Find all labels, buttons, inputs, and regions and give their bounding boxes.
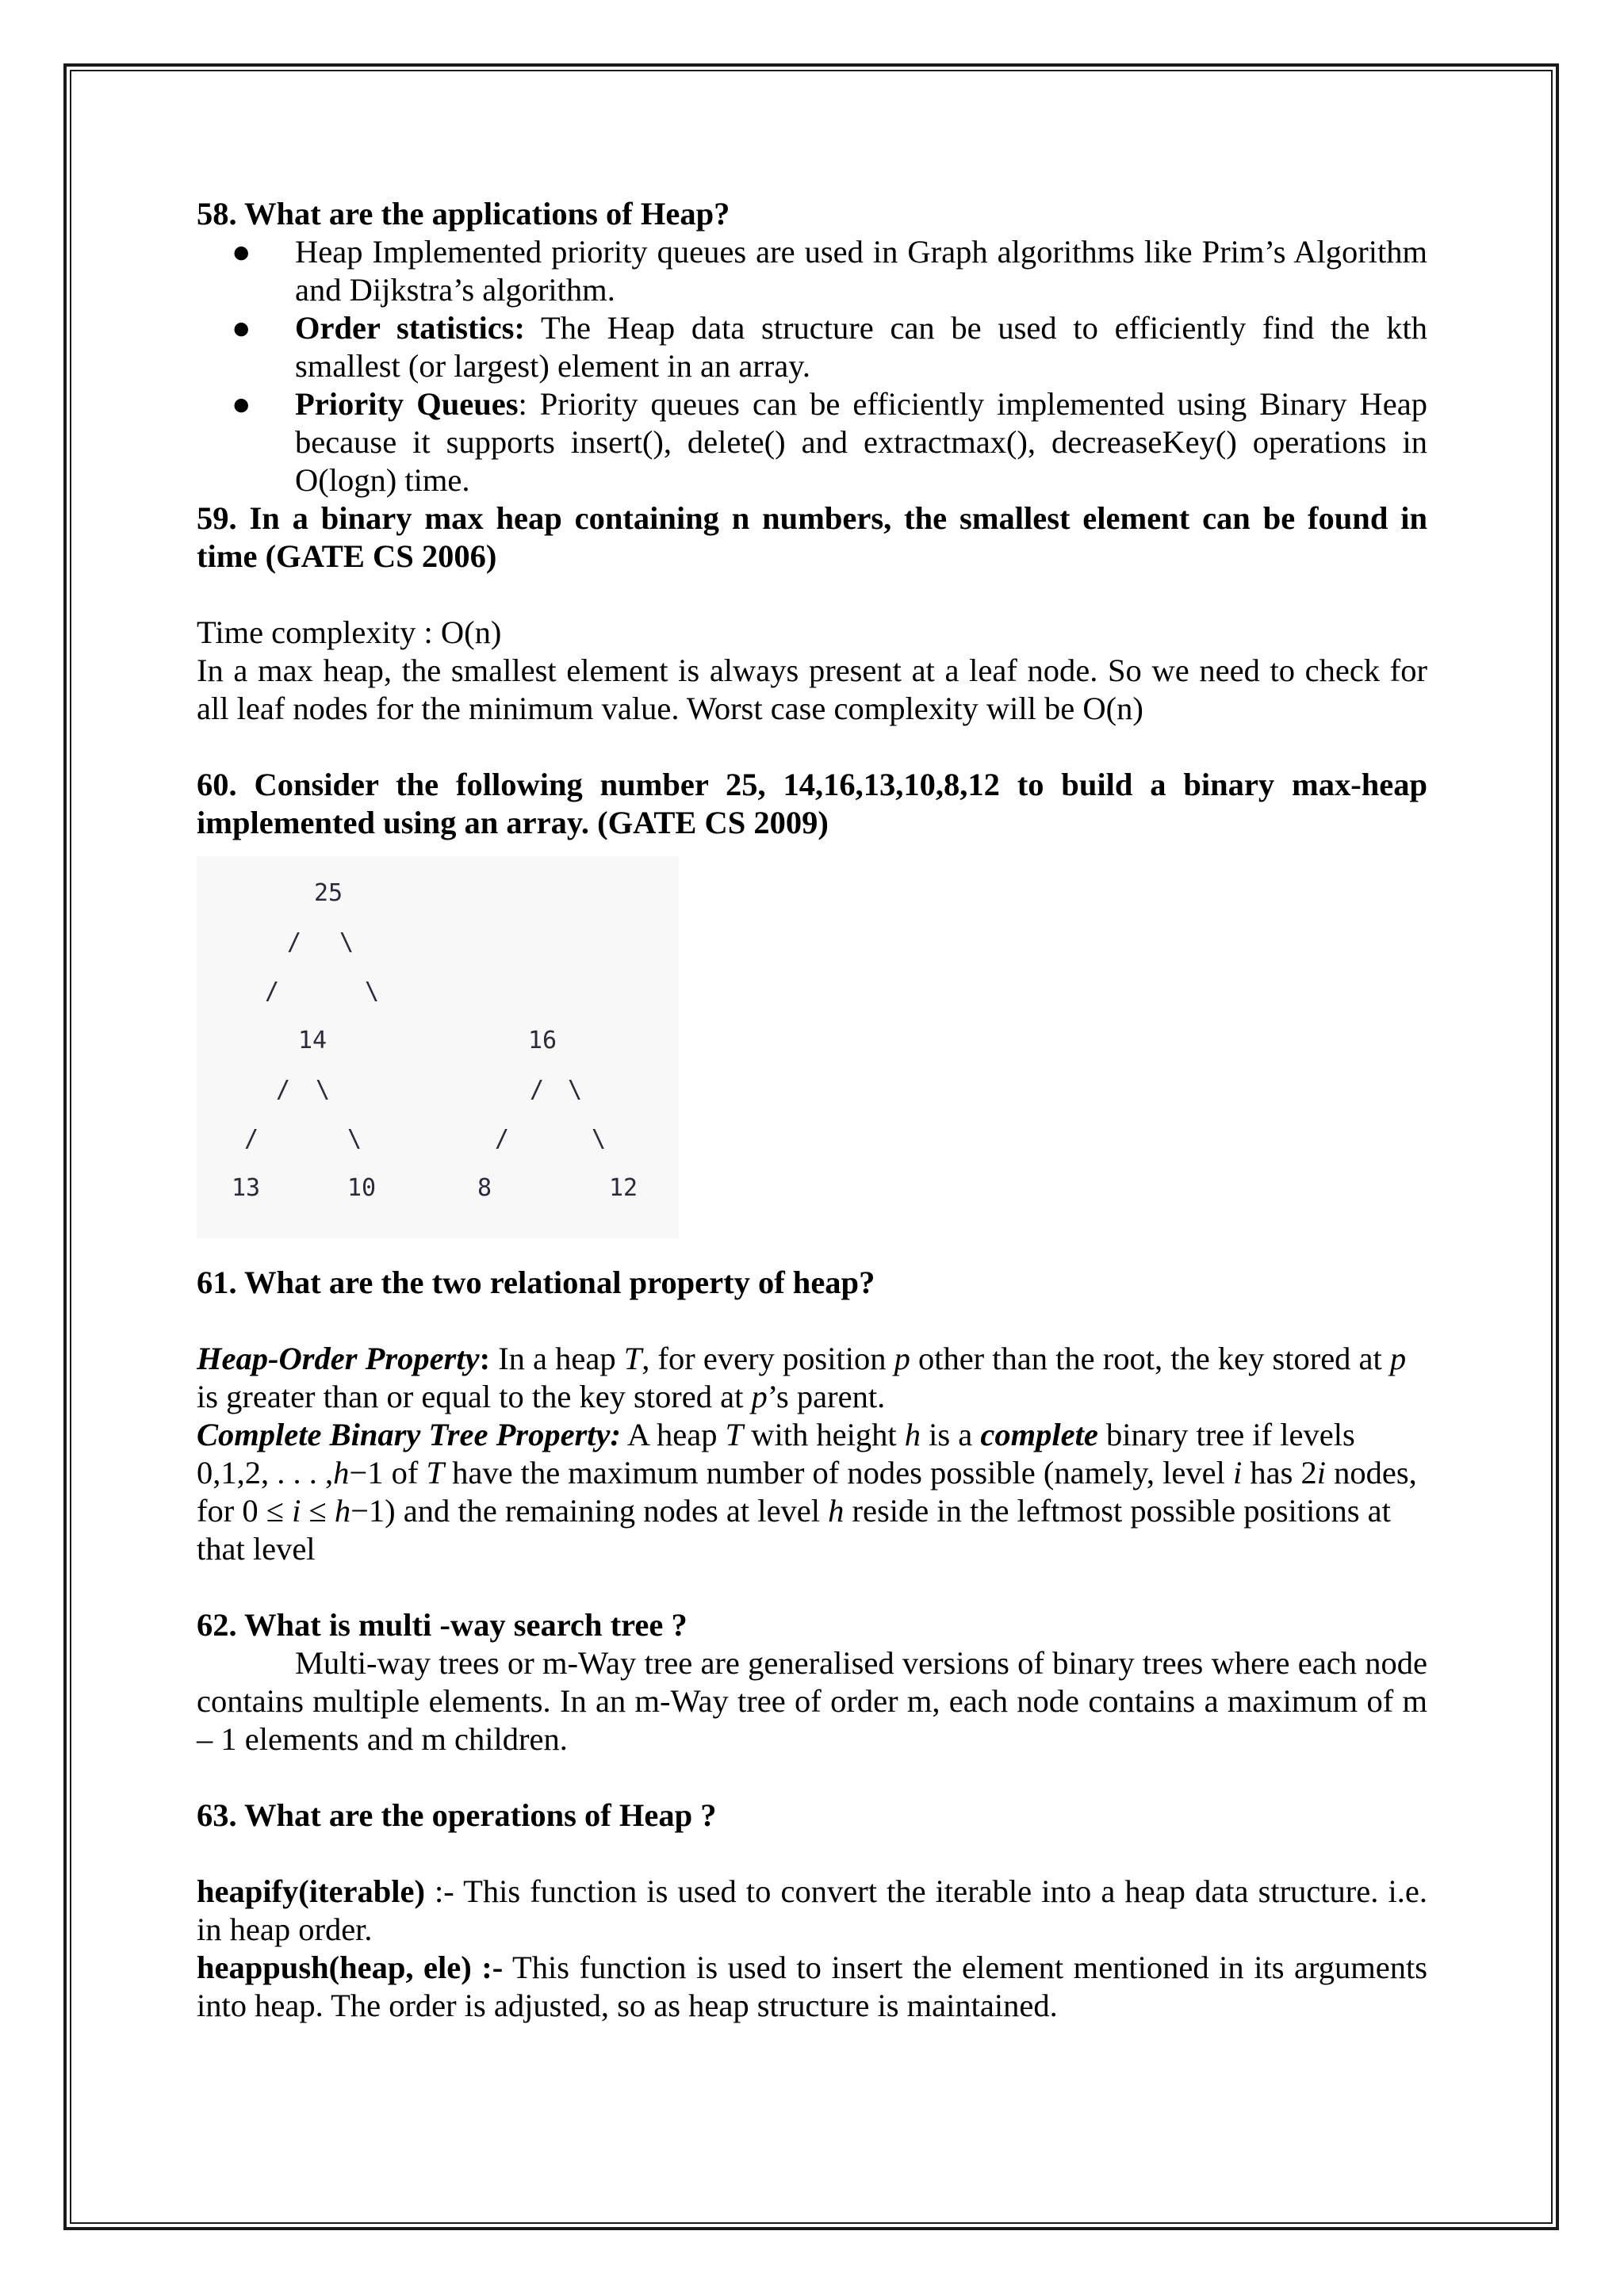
operation-heapify: heapify(iterable) :- This function is used to convert the iterable into a heap data structure. i.e. in heap order. <box>197 1873 1427 1947</box>
tree-edge-left: / <box>244 1125 259 1153</box>
operation-name: heapify(iterable) <box>197 1873 425 1909</box>
tree-node: 16 <box>528 1027 557 1054</box>
bullet-text: Heap Implemented priority queues are used in Graph algorithms like Prim’s Algorithm and Dijkstra’s algorithm. <box>295 234 1427 308</box>
applications-list <box>197 233 1427 499</box>
question-58 <box>197 195 1427 499</box>
tree-edge-left: / <box>265 978 280 1005</box>
max-heap-tree-figure <box>197 856 679 1238</box>
bullet-lead: Order statistics: <box>295 310 525 346</box>
tree-node: 12 <box>609 1174 638 1202</box>
tree-node: 14 <box>298 1027 327 1054</box>
answer-complexity: Time complexity : O(n) <box>197 614 502 650</box>
list-item <box>232 385 1427 499</box>
question-60 <box>197 766 1427 1238</box>
tree-node: 8 <box>477 1174 492 1202</box>
tree-node: 10 <box>347 1174 377 1202</box>
question-62-answer: Multi-way trees or m-Way tree are generalised versions of binary trees where each node contains multiple elements. In an m-Way tree of order m, each node contains a maximum of m – 1 elements and m children. <box>197 1645 1427 1757</box>
tree-node: 13 <box>232 1174 261 1202</box>
question-63 <box>197 1797 1427 2025</box>
tree-edge-left: / <box>287 928 302 956</box>
answer-explanation: In a max heap, the smallest element is always present at a leaf node. So we need to check for all leaf nodes for the minimum value. Worst case complexity will be O(n) <box>197 652 1427 726</box>
tree-edge-right: \ <box>339 928 354 956</box>
bullet-text: The Heap data structure can be used to efficiently find the kth smallest (or largest) element in an array. <box>295 310 1427 384</box>
tree-edge-right: \ <box>316 1076 331 1104</box>
tree-edge-right: \ <box>592 1125 607 1153</box>
list-item <box>232 309 1427 385</box>
bullet-icon: ● <box>232 310 251 346</box>
question-63-title: 63. What are the operations of Heap ? <box>197 1797 717 1833</box>
tree-edge-right: \ <box>365 978 380 1005</box>
bullet-text: : Priority queues can be efficiently implemented using Binary Heap because it supports insert(), delete() and extractmax(), decreaseKey() operations in O(logn) time. <box>295 386 1427 498</box>
question-61 <box>197 1264 1427 1568</box>
question-59 <box>197 499 1427 728</box>
question-62 <box>197 1606 1427 1758</box>
tree-edge-left: / <box>276 1076 291 1104</box>
tree-edge-left: / <box>530 1076 545 1104</box>
complete-binary-tree-property: Complete Binary Tree Property: A heap T with height h is a complete binary tree if levels 0,1,2, . . . ,h−1 of T have the maximum number of nodes possible (namely, level i has 2i nodes, for 0 ≤ i ≤ h−1) and the remaining nodes at level h reside in the leftmost possible positions at that level <box>197 1417 1417 1567</box>
list-item <box>232 233 1427 309</box>
tree-node-root: 25 <box>314 879 343 907</box>
operation-heappush <box>197 1949 1427 2025</box>
question-59-title: 59. In a binary max heap containing n numbers, the smallest element can be found in time (GATE CS 2006) <box>197 500 1427 574</box>
bullet-icon: ● <box>232 386 251 422</box>
question-60-title: 60. Consider the following number 25, 14,16,13,10,8,12 to build a binary max-heap implemented using an array. (GATE CS 2009) <box>197 767 1427 840</box>
document-body <box>197 195 1427 2025</box>
tree-edge-right: \ <box>347 1125 362 1153</box>
heap-order-label: Heap-Order Property <box>197 1341 480 1376</box>
question-61-title: 61. What are the two relational property of heap? <box>197 1265 875 1300</box>
heap-order-property: Heap-Order Property: In a heap T, for every position p other than the root, the key stored at p is greater than or equal to the key stored at p’s parent. <box>197 1341 1407 1414</box>
complete-label: Complete Binary Tree Property: <box>197 1417 622 1452</box>
operation-desc: This function is used to insert the element mentioned in its arguments into heap. The order is adjusted, so as heap structure is maintained. <box>197 1950 1427 2023</box>
question-58-title: 58. What are the applications of Heap? <box>197 196 730 232</box>
tree-edge-left: / <box>495 1125 510 1153</box>
operation-name: heappush(heap, ele) :- <box>197 1950 504 1985</box>
tree-edge-right: \ <box>568 1076 583 1104</box>
bullet-lead: Priority Queues <box>295 386 519 422</box>
bullet-icon: ● <box>232 234 251 270</box>
question-62-title: 62. What is multi -way search tree ? <box>197 1607 688 1643</box>
operation-desc: This function is used to convert the iterable into a heap data structure. i.e. in heap order. <box>197 1873 1427 1947</box>
